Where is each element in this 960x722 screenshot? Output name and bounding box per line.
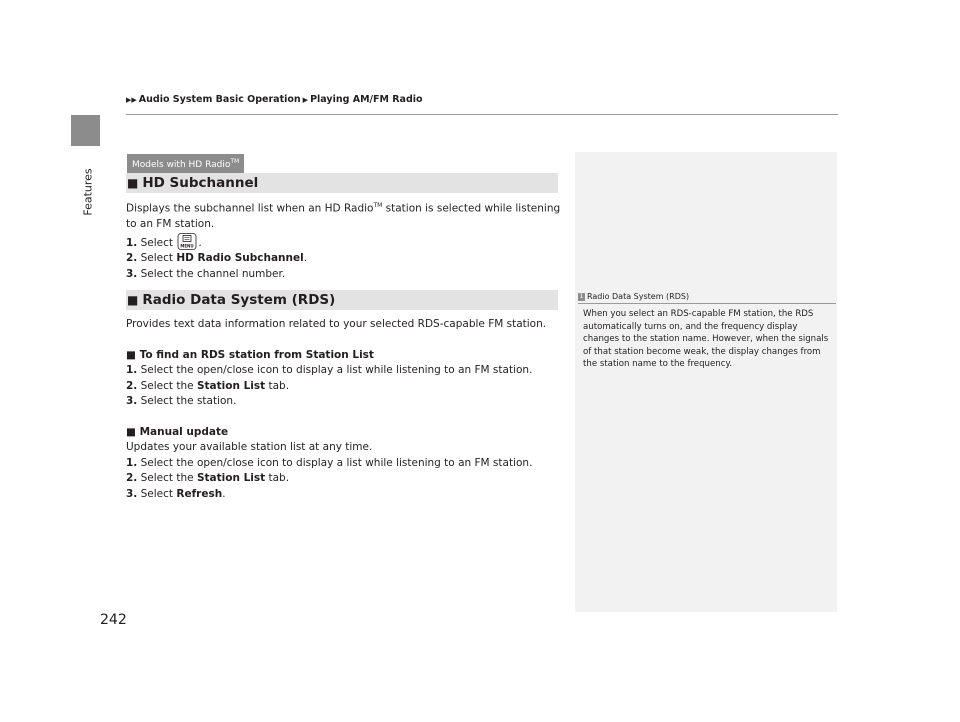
note-text: When you select an RDS-capable FM station, the RDS automatically turns on, and the frequency display changes to the station name. However, when the signals of that station become weak, the display changes from the station name to the frequency. [583,309,829,369]
header-rule [126,114,838,115]
note-panel [575,152,837,612]
page-number: 242 [100,612,127,628]
subsection-heading [126,348,566,364]
step-item [126,251,566,267]
step-text: Select [140,252,177,264]
step-text: Select [140,236,177,249]
breadcrumb-arrow-icon: ▶▶ [126,95,137,104]
step-item [126,267,566,283]
step-text: Select [140,487,177,500]
step-item [126,233,566,252]
step-text: Select the [140,472,197,484]
breadcrumb-arrow-icon: ▶ [302,95,309,104]
model-badge-text: Models with HD Radio [132,160,231,170]
chapter-label: Features [81,168,95,216]
square-bullet-icon: ■ [127,293,139,307]
step-command: Station List [196,472,266,484]
step-text: . [222,487,226,500]
step-number: 2. [126,379,138,392]
step-text: Select the open/close icon to display a list while listening to an FM station. [140,364,533,376]
step-command: HD Radio Subchannel [176,252,304,264]
step-text: Select the station. [140,395,237,407]
step-number: 3. [126,395,138,407]
menu-icon-label: MENU [180,243,195,248]
note-title-text: Radio Data System (RDS) [587,292,690,301]
step-text: . [198,236,202,249]
intro-text: Displays the subchannel list when an HD Radio [126,202,374,215]
square-bullet-icon: ■ [126,425,136,438]
step-number: 2. [126,252,138,264]
rds-body [126,317,566,502]
square-bullet-icon: ■ [127,176,139,190]
note-title [578,292,689,301]
step-item [126,394,566,410]
step-number: 3. [126,267,138,280]
breadcrumb-topic[interactable]: Playing AM/FM Radio [310,94,423,105]
section-title: HD Subchannel [142,175,259,191]
subsection-title: To find an RDS station from Station List [139,348,374,361]
breadcrumb-section[interactable]: Audio System Basic Operation [138,94,301,105]
breadcrumb [126,94,423,105]
step-number: 1. [126,456,138,469]
step-text: tab. [265,379,290,392]
step-command: Station List [196,379,266,392]
trademark: TM [230,158,240,165]
model-badge [127,154,244,173]
step-command: Refresh [176,487,223,500]
hd-subchannel-intro [126,198,566,233]
section-title: Radio Data System (RDS) [142,292,336,308]
step-text: tab. [265,472,290,484]
step-text: Select the channel number. [140,267,286,280]
step-number: 1. [126,364,138,376]
menu-button-icon [177,233,197,250]
step-item [126,471,566,487]
section-heading-rds [126,290,558,310]
note-marker-icon: 1 [579,292,584,300]
chapter-tab [71,115,100,146]
step-item [126,379,566,395]
trademark: TM [373,202,383,209]
subsection-title: Manual update [139,425,229,438]
step-number: 3. [126,487,138,500]
rds-intro: Provides text data information related to your selected RDS-capable FM station. [126,318,547,330]
step-item [126,487,566,503]
step-number: 1. [126,236,138,249]
step-text: . [303,252,308,264]
step-item [126,363,566,379]
step-text: Select the [140,379,197,392]
note-rule [578,303,836,304]
hd-subchannel-body [126,198,566,282]
step-number: 2. [126,472,138,484]
subsection-heading [126,425,566,441]
square-bullet-icon: ■ [126,348,136,361]
subsection-intro: Updates your available station list at any time. [126,441,373,453]
step-item [126,456,566,472]
step-text: Select the open/close icon to display a list while listening to an FM station. [140,456,533,469]
section-heading-hd-subchannel [126,173,558,193]
intro-text: station is selected while listening to an FM station. [126,202,561,230]
